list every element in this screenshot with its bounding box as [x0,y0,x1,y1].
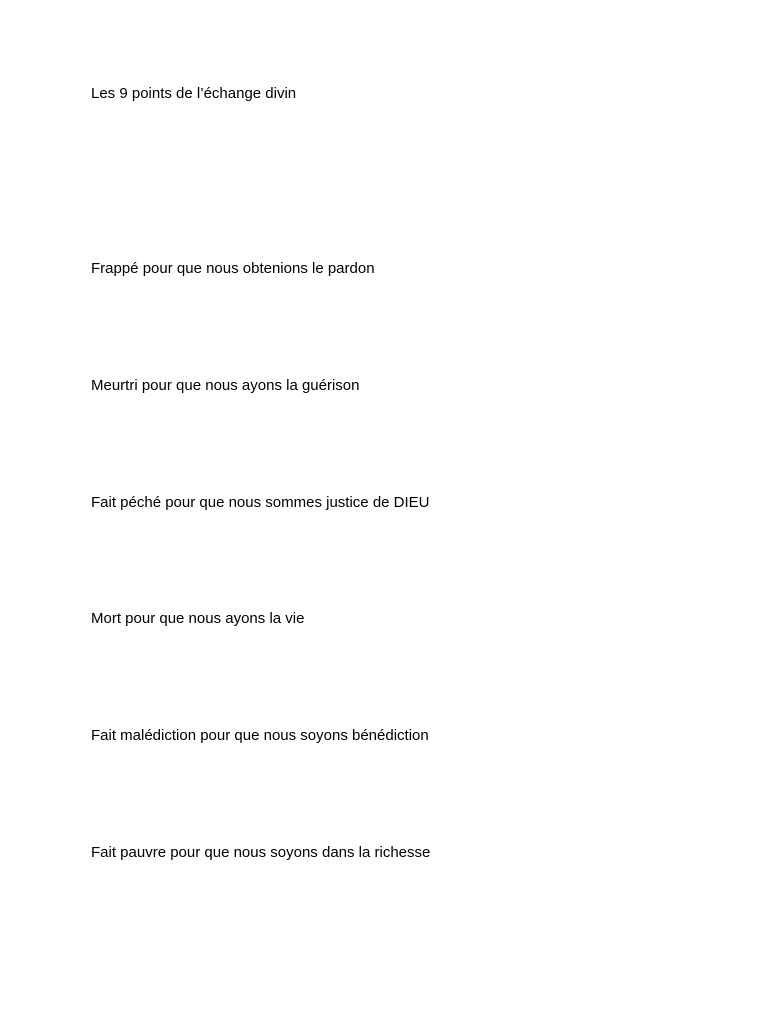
document-line: Fait péché pour que nous sommes justice de DIEU [91,494,430,511]
document-line: Fait malédiction pour que nous soyons bénédiction [91,727,429,744]
document-title: Les 9 points de l’échange divin [91,85,297,102]
document-line: Mort pour que nous ayons la vie [91,610,305,627]
document-line: Meurtri pour que nous ayons la guérison [91,377,360,394]
document-line: Fait pauvre pour que nous soyons dans la richesse [91,844,431,861]
document-line: Frappé pour que nous obtenions le pardon [91,260,375,277]
